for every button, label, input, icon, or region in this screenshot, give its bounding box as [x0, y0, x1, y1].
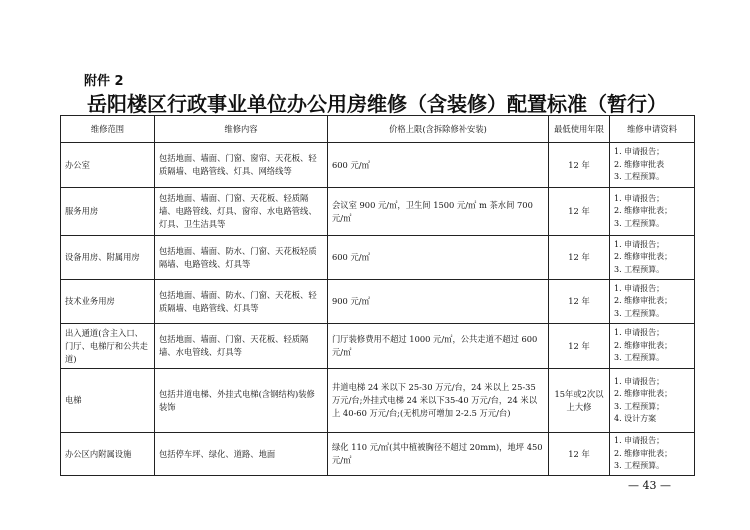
price-cell: 900 元/㎡: [328, 280, 549, 324]
apply-item: 3. 工程预算。: [614, 264, 665, 274]
price-cell: 绿化 110 元/㎡(其中植被胸径不超过 20mm)，地坪 450 元/㎡: [328, 433, 549, 476]
page-title: 岳阳楼区行政事业单位办公用房维修（含装修）配置标准（暂行）: [87, 92, 667, 116]
table-row: [61, 433, 695, 476]
table-row: [61, 143, 695, 188]
apply-item: 3. 工程预算；: [614, 401, 665, 411]
table-header-row: [61, 116, 695, 143]
scope-cell: 出入通道(含主入口、门厅、电梯厅和公共走道): [61, 324, 155, 369]
content-cell: 包括停车坪、绿化、道路、地面: [155, 433, 328, 476]
price-cell: 会议室 900 元/㎡，卫生间 1500 元/㎡ m 茶水间 700 元/㎡: [328, 188, 549, 236]
scope-cell: 办公区内附属设施: [61, 433, 155, 476]
apply-item: 3. 工程预算。: [614, 218, 665, 228]
page-number: — 43 —: [628, 479, 671, 492]
years-cell: 12 年: [549, 143, 610, 188]
table-row: [61, 188, 695, 236]
header-price: 价格上限(含拆除修补安装): [328, 116, 549, 143]
price-cell: 600 元/㎡: [328, 236, 549, 280]
apply-item: 1. 申请报告；: [614, 147, 665, 157]
years-cell: 15年或2次以上大修: [549, 369, 610, 433]
scope-cell: 办公室: [61, 143, 155, 188]
apply-item: 2. 维修审批表；: [614, 448, 673, 458]
apply-item: 1. 申请报告；: [614, 436, 665, 446]
apply-item: 1. 申请报告；: [614, 283, 665, 293]
content-cell: 包括地面、墙面、防水、门窗、天花板轻质隔墙、电路管线、灯具等: [155, 236, 328, 280]
price-cell: 600 元/㎡: [328, 143, 549, 188]
content-cell: 包括地面、墙面、防水、门窗、天花板、轻质隔墙、电路管线、灯具等: [155, 280, 328, 324]
apply-cell: [610, 188, 695, 236]
apply-cell: [610, 280, 695, 324]
apply-item: 2. 维修审批表: [614, 159, 665, 169]
apply-cell: [610, 433, 695, 476]
table-row: [61, 280, 695, 324]
content-cell: 包括地面、墙面、门窗、天花板、轻质隔墙、水电管线、灯具等: [155, 324, 328, 369]
standards-table: [60, 115, 695, 476]
table-row: [61, 369, 695, 433]
apply-cell: [610, 324, 695, 369]
years-cell: 12 年: [549, 236, 610, 280]
apply-item: 3. 工程预算。: [614, 308, 665, 318]
scope-cell: 电梯: [61, 369, 155, 433]
years-cell: 12 年: [549, 324, 610, 369]
content-cell: 包括地面、墙面、门窗、天花板、轻质隔墙、电路管线、灯具、窗帘、水电路管线、灯具、卫生洁具等: [155, 188, 328, 236]
header-content: 维修内容: [155, 116, 328, 143]
apply-item: 2. 维修审批表；: [614, 340, 673, 350]
scope-cell: 技术业务用房: [61, 280, 155, 324]
header-apply: 维修申请资料: [610, 116, 695, 143]
apply-item: 3. 工程预算。: [614, 461, 665, 471]
apply-cell: [610, 143, 695, 188]
apply-item: 2. 维修审批表；: [614, 296, 673, 306]
attachment-label: 附件 2: [84, 74, 124, 89]
apply-cell: [610, 236, 695, 280]
table-row: [61, 324, 695, 369]
scope-cell: 设备用房、附属用房: [61, 236, 155, 280]
apply-item: 2. 维修审批表；: [614, 206, 673, 216]
apply-item: 1. 申请报告；: [614, 328, 665, 338]
apply-item: 2. 维修审批表；: [614, 252, 673, 262]
years-cell: 12 年: [549, 280, 610, 324]
content-cell: 包括井道电梯、外挂式电梯(含钢结构)装修装饰: [155, 369, 328, 433]
years-cell: 12 年: [549, 433, 610, 476]
table-row: [61, 236, 695, 280]
apply-item: 3. 工程预算。: [614, 172, 665, 182]
apply-item: 3. 工程预算。: [614, 353, 665, 363]
apply-item: 1. 申请报告；: [614, 376, 665, 386]
content-cell: 包括地面、墙面、门窗、窗帘、天花板、轻质隔墙、电路管线、灯具、网络线等: [155, 143, 328, 188]
price-cell: 门厅装修费用不超过 1000 元/㎡，公共走道不超过 600 元/㎡: [328, 324, 549, 369]
apply-cell: [610, 369, 695, 433]
apply-item: 1. 申请报告；: [614, 193, 665, 203]
header-years: 最低使用年限: [549, 116, 610, 143]
price-cell: 井道电梯 24 米以下 25-30 万元/台，24 米以上 25-35 万元/台;外挂式电梯 24 米以下35-40 万元/台，24 米以上 40-60 万元/台;(无机房可增加 2-2.5 万元/台): [328, 369, 549, 433]
apply-item: 2. 维修审批表；: [614, 389, 673, 398]
apply-item: 1. 申请报告；: [614, 239, 665, 249]
years-cell: 12 年: [549, 188, 610, 236]
apply-item: 4. 设计方案: [614, 414, 657, 423]
header-scope: 维修范围: [61, 116, 155, 143]
scope-cell: 服务用房: [61, 188, 155, 236]
